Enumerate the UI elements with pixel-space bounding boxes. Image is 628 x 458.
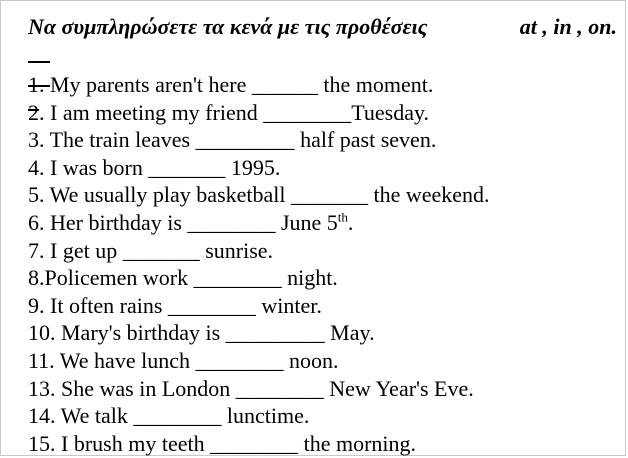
exercise-item: 11. We have lunch ________ noon.	[28, 347, 339, 373]
ordinal-superscript: th	[337, 209, 348, 225]
instruction-text: Να συμπληρώσετε τα κενά με τις προθέσεις	[28, 14, 428, 39]
exercise-item: 9. It often rains ________ winter.	[28, 292, 322, 318]
exercise-item: 2. I am meeting my friend ________Tuesday.	[28, 99, 430, 125]
exercise-item: 1. My parents aren't here ______ the moment.	[28, 72, 434, 97]
exercise-item: 6. Her birthday is ________ June 5th.	[28, 209, 354, 235]
exercise-item: 14. We talk ________ lunctime.	[28, 403, 310, 429]
exercise-item: 5. We usually play basketball _______ the weekend.	[28, 182, 490, 208]
exercise-item: 7. I get up _______ sunrise.	[28, 237, 274, 263]
exercise-item: 10. Mary's birthday is _________ May.	[28, 320, 375, 346]
exercise-item: 8.Policemen work ________ night.	[28, 265, 338, 291]
exercise-list	[28, 71, 490, 457]
exercise-item: 3. The train leaves _________ half past seven.	[28, 127, 437, 153]
exercise-heading	[28, 15, 620, 39]
exercise-item: 15. I brush my teeth ________ the morning.	[28, 430, 417, 456]
exercise-item: 13. She was in London ________ New Year's Eve.	[28, 375, 474, 401]
prepositions-list: at , in , on.	[519, 14, 617, 39]
exercise-item: 4. I was born _______ 1995.	[28, 154, 281, 180]
